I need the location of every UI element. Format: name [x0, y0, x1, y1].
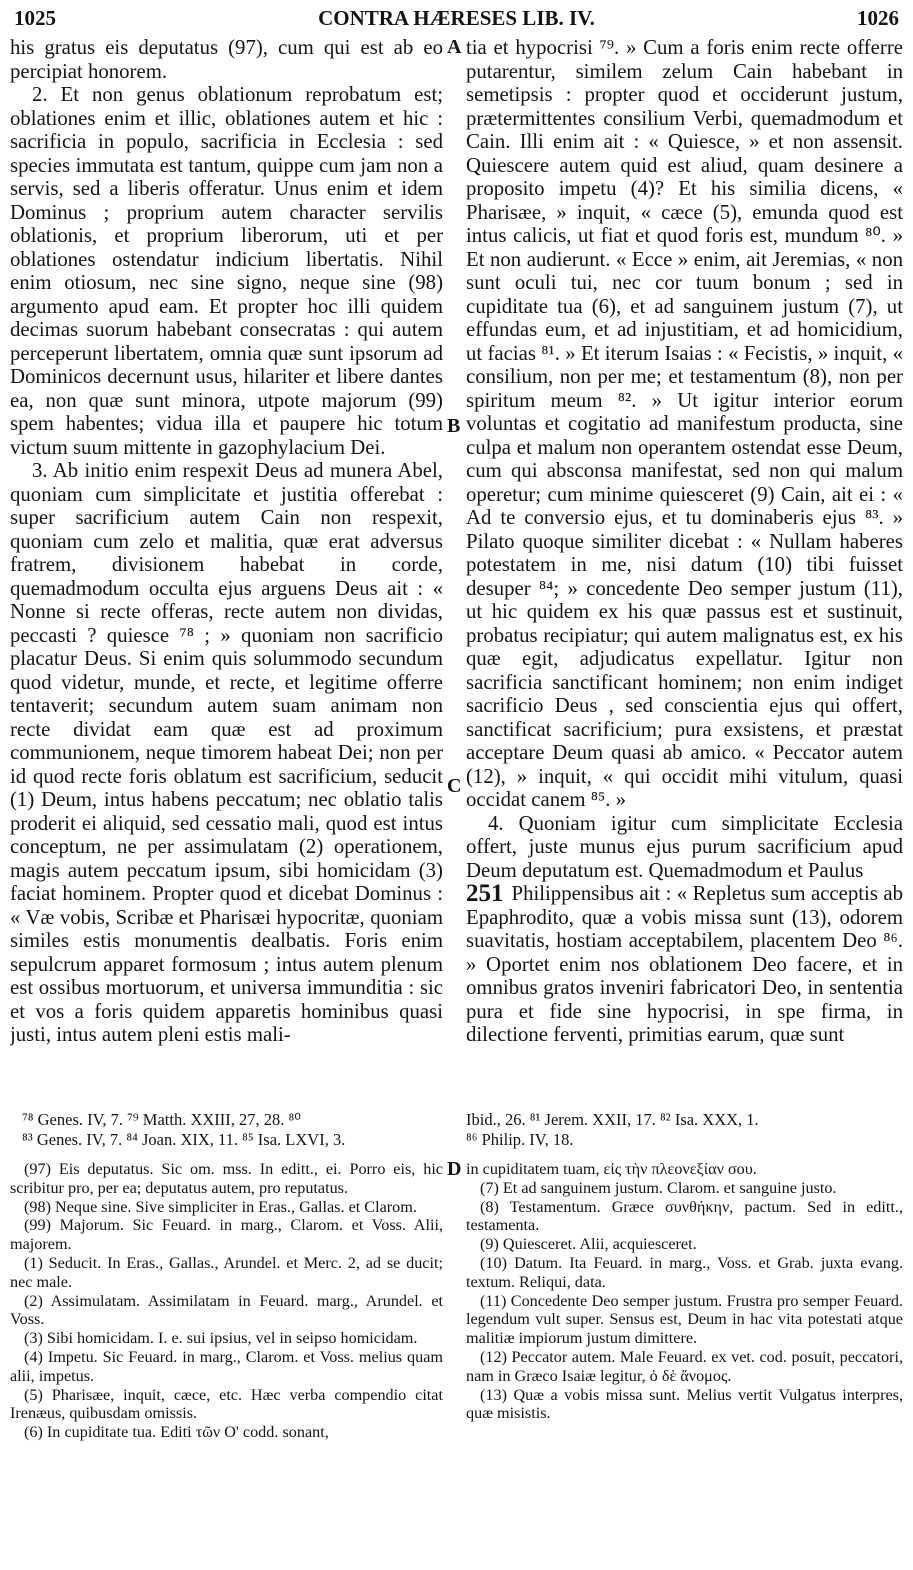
page-number-left: 1025: [14, 6, 56, 30]
scripture-references-right: [466, 1110, 903, 1156]
paragraph: 3. Ab initio enim respexit Deus ad munera Abel, quoniam cum simplicitate et justitia offerebat : super sacrificium autem Cain non respexit, quoniam cum zelo et malitia, quæ erat adversus fratrem, divisionem habebat in corde, quemadmodum occulta ejus arguens Deus ait : « Nonne si recte offeras, recte autem non dividas, peccasti ? quiesce ⁷⁸ ; » quoniam non sacrificio placatur Deus. Si enim quis solummodo secundum quod videtur, munde, et recte, et legitime offerre tentaverit; secundum autem suam animam non recte dividat eam quæ est ad proximum communionem, neque timorem habeat Dei; non per id quod recte foris oblatum est sacrificium, seducit (1) Deum, intus habens peccatum; nec oblatio talis proderit ei aliquid, sed cessatio mali, quod est intus conceptum, ne per assimulatam (2) operationem, magis autem peccatum ipsum, sibi homicidam (3) faciat hominem. Propter quod et dicebat Dominus : « Væ vobis, Scribæ et Pharisæi hypocritæ, quoniam similes estis monumentis dealbatis. Foris enim sepulcrum apparet formosum ; intus autem plenum est ossibus mortuorum, et universa immunditia : sic et vos a foris quidem apparetis hominibus quasi justi, intus autem pleni estis mali-: [10, 459, 443, 1046]
footnote-continuation: in cupiditatem tuam, εἰς τὴν πλεονεξίαν σου.: [466, 1160, 757, 1178]
paragraph: tia et hypocrisi ⁷⁹. » Cum a foris enim recte offerre putarentur, similem zelum Cain habebant in semetipsis : propter quod et occiderunt justum, prætermittentes consilium Verbi, quemadmodum et Cain. Illi enim ait : « Quiesce, » et non assensit. Quiescere autem quid est aliud, quam desinere a proposito impetu (4)? Et his similia dicens, « Pharisæe, » inquit, « cæce (5), emunda quod est intus calicis, ut fiat et quod foris est, mundum ⁸⁰. » Et non audierunt. « Ecce » enim, ait Jeremias, « non sunt oculi tui, nec cor tuum bonum ; sed in cupiditate tua (6), et ad sanguinem justum (7), ut effundas eum, et ad injustitiam, et ad homicidium, ut facias ⁸¹. » Et iterum Isaias : « Fecistis, » inquit, « consilium, non per me; et testamentum (8), non per spiritum meum ⁸². » Ut igitur interior eorum voluntas et cogitatio ad manifestum producta, sine culpa et malum non operantem ostendat esse Deum, cum qui absconsa manifestat, sed non qui malum operetur; cum minime quiesceret (9) Cain, ait ei : « Ad te conversio ejus, et tu dominaberis ejus ⁸³. » Pilato quoque similiter dicebat : « Nullam haberes potestatem in me, nisi datum (10) tibi fuisset desuper ⁸⁴; » concedente Deo semper justum (11), ut hic quidem ex his quæ passus est et sustinuit, probatus recipiatur; qui autem malignatus est, ex his quæ egit, adjudicatus expellatur. Igitur non sacrificia sanctificant hominem; non enim indiget sacrificio Deus , sed conscientia ejus qui offert, sanctificat sacrificium; pura exsistens, et præstat acceptare Deum quasi ab amico. « Peccator autem (12), » inquit, « qui occidit mihi vitulum, quasi occidat canem ⁸⁵. »: [466, 36, 903, 811]
left-column: [10, 36, 443, 1108]
footnote: (5) Pharisæe, inquit, cæce, etc. Hæc verba compendio citat Irenæus, quibusdam omissis.: [10, 1385, 443, 1423]
paragraph-text: Philippensibus ait : « Repletus sum acceptis ab Epaphrodito, quæ a vobis missa sunt (13), odorem suavitatis, hostiam acceptabilem, placentem Deo ⁸⁶. » Oportet enim nos oblationem Deo facere, et in omnibus gratos inveniri fabricatori Deo, in sententia pura et fide sine hypocrisi, in spe firma, in dilectione ferventi, primitias earum, quæ sunt: [466, 882, 903, 1046]
running-header: [14, 4, 899, 34]
scripture-references-left: [22, 1110, 452, 1156]
reference-line: Ibid., 26. ⁸¹ Jerem. XXII, 17. ⁸² Isa. XXX, 1.: [466, 1110, 759, 1129]
paragraph: [466, 882, 903, 1047]
footnote: (7) Et ad sanguinem justum. Clarom. et sanguine justo.: [480, 1178, 837, 1197]
reference-line: ⁸⁶ Philip. IV, 18.: [466, 1130, 574, 1149]
footnote: (3) Sibi homicidam. I. e. sui ipsius, vel in seipso homicidam.: [24, 1329, 418, 1348]
section-marker-c: C: [447, 775, 462, 797]
reference-line: ⁸³ Genes. IV, 7. ⁸⁴ Joan. XIX, 11. ⁸⁵ Isa. LXVI, 3.: [22, 1130, 346, 1149]
footnotes-left: [10, 1160, 443, 1560]
footnote: (11) Concedente Deo semper justum. Frustra pro semper Feuard. legendum vult super. Sensus est, Deum in hac vita potestati atque malitiæ impiorum justum dimittere.: [466, 1291, 903, 1348]
paragraph: his gratus eis deputatus (97), cum qui est ab eo percipiat honorem.: [10, 36, 443, 83]
footnotes-right: [466, 1160, 903, 1560]
footnote: (6) In cupiditate tua. Editi τῶν Ο' codd. sonant,: [24, 1423, 329, 1442]
section-marker-a: A: [447, 36, 462, 58]
section-marker-b: B: [447, 415, 461, 437]
margin-page-number: 251: [466, 880, 504, 907]
footnote: (13) Quæ a vobis missa sunt. Melius vertit Vulgatus interpres, quæ misistis.: [466, 1385, 903, 1423]
footnote: (1) Seducit. In Eras., Gallas., Arundel. et Merc. 2, ad se ducit; nec male.: [10, 1253, 443, 1291]
footnote: (97) Eis deputatus. Sic om. mss. In editt., ei. Porro eis, hic scribitur pro, per ea; deputatus autem, pro reputatus.: [10, 1160, 443, 1197]
footnote: (10) Datum. Ita Feuard. in marg., Voss. et Grab. juxta evang. textum. Reliqui, data.: [466, 1253, 903, 1291]
section-marker-d: D: [447, 1158, 462, 1180]
running-title: CONTRA HÆRESES LIB. IV.: [318, 6, 595, 30]
footnote: (4) Impetu. Sic Feuard. in marg., Clarom. et Voss. melius quam alii, impetus.: [10, 1347, 443, 1385]
paragraph: 2. Et non genus oblationum reprobatum est; oblationes enim et illic, oblationes autem et hic : sacrificia in populo, sacrificia in Ecclesia : sed species immutata est tantum, quippe cum jam non a servis, sed a liberis offeratur. Unus enim et idem Dominus ; proprium autem character servilis oblationis, et proprium liberorum, uti et per oblationes ostendatur indicium libertatis. Nihil enim otiosum, nec sine signo, neque sine (98) argumento apud eam. Et propter hoc illi quidem decimas suorum habebant consecratas : qui autem perceperunt libertatem, omnia quæ sunt ipsorum ad Dominicos decernunt usus, hilariter et libere dantes ea, non quæ sunt minora, utpote majorum (99) spem habentes; vidua illa et paupere hic totum victum suum mittente in gazophylacium Dei.: [10, 83, 443, 459]
reference-line: ⁷⁸ Genes. IV, 7. ⁷⁹ Matth. XXIII, 27, 28. ⁸⁰: [22, 1110, 301, 1129]
page-number-right: 1026: [857, 6, 899, 30]
right-column: [466, 36, 903, 1108]
footnote: (12) Peccator autem. Male Feuard. ex vet. cod. posuit, peccatori, nam in Græco Isaiæ legitur, ὁ δὲ ἄνομος.: [466, 1347, 903, 1385]
footnote: (8) Testamentum. Græce συνθήκην, pactum. Sed in editt., testamenta.: [466, 1197, 903, 1235]
footnote: (9) Quiesceret. Alii, acquiesceret.: [480, 1235, 697, 1254]
footnote: (99) Majorum. Sic Feuard. in marg., Clarom. et Voss. Alii, majorem.: [10, 1216, 443, 1254]
footnote: (2) Assimulatam. Assimilatam in Feuard. marg., Arundel. et Voss.: [10, 1291, 443, 1329]
footnote: (98) Neque sine. Sive simpliciter in Eras., Gallas. et Clarom.: [24, 1197, 417, 1216]
paragraph: 4. Quoniam igitur cum simplicitate Ecclesia offert, juste munus ejus purum sacrificium apud Deum deputatum est. Quemadmodum et Paulus: [466, 811, 903, 882]
